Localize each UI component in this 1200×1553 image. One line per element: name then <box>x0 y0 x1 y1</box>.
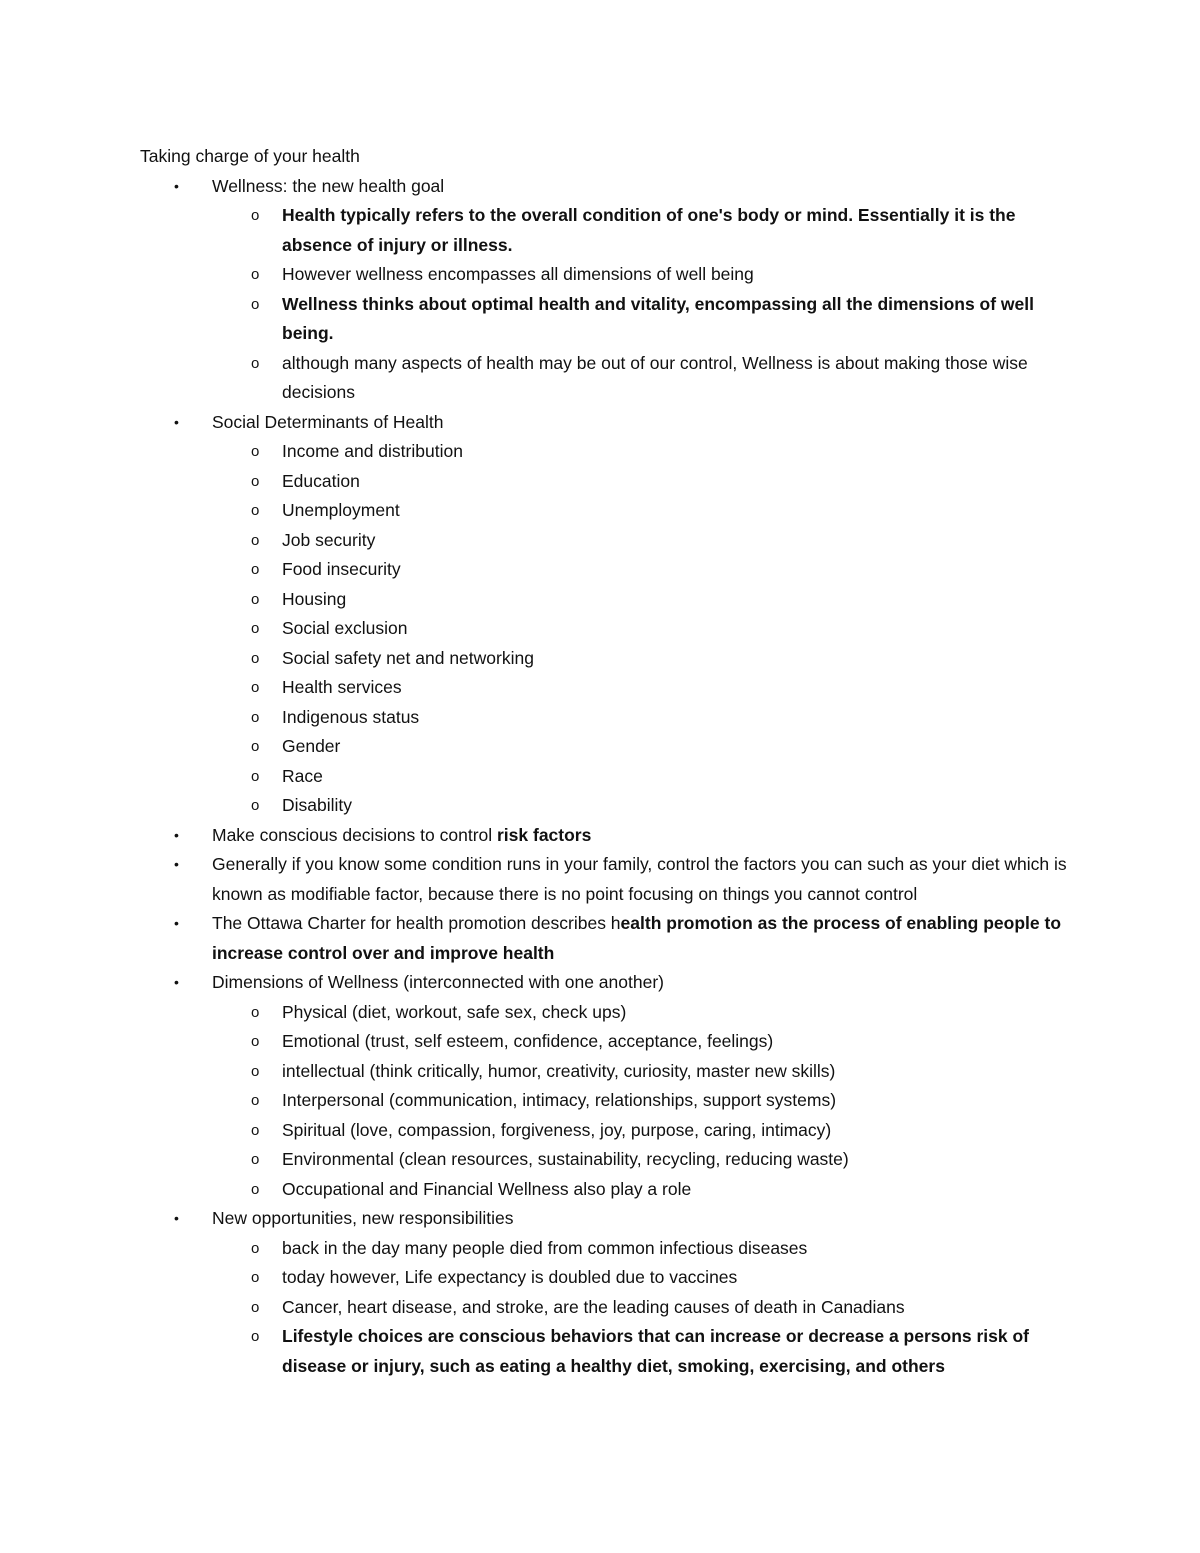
sub-bullet-icon: o <box>251 679 260 696</box>
sub-list-item <box>212 614 1080 644</box>
text-run: although many aspects of health may be out of our control, Wellness is about making those wise decisions <box>282 352 1028 402</box>
outline-item-text <box>212 412 444 432</box>
sub-bullet-icon: o <box>251 1328 260 1345</box>
outline-item-text <box>212 972 664 992</box>
bullet-icon: • <box>174 177 179 194</box>
sub-list <box>212 1234 1080 1382</box>
sub-list-item <box>212 437 1080 467</box>
sub-list-item <box>212 732 1080 762</box>
sub-list-item-text <box>282 264 754 284</box>
bullet-icon: • <box>174 974 179 990</box>
sub-list-item-text <box>282 1326 1029 1376</box>
sub-list-item-text <box>282 441 463 461</box>
sub-list-item <box>212 1293 1080 1323</box>
sub-bullet-icon: o <box>251 207 260 224</box>
sub-list-item-text <box>282 677 402 697</box>
sub-list-item-text <box>282 1149 849 1169</box>
sub-list-item-text <box>282 1031 773 1051</box>
bullet-icon: • <box>174 413 179 430</box>
sub-bullet-icon: o <box>251 561 260 578</box>
sub-list-item <box>212 791 1080 821</box>
text-run: Generally if you know some condition runs in your family, control the factors you can such as your diet which is known as modifiable factor, because there is no point focusing on things you cannot control <box>212 854 1067 904</box>
sub-list-item <box>212 1175 1080 1205</box>
sub-list <box>212 437 1080 821</box>
sub-list-item <box>212 585 1080 615</box>
sub-bullet-icon: o <box>251 266 260 283</box>
sub-bullet-icon: o <box>251 767 260 785</box>
text-run: Gender <box>282 736 341 756</box>
outline-list <box>140 172 1080 1382</box>
text-run: New opportunities, new responsibilities <box>212 1208 514 1228</box>
sub-list-item <box>212 1234 1080 1264</box>
sub-list-item <box>212 998 1080 1028</box>
sub-list-item-text <box>282 500 400 520</box>
text-run: Occupational and Financial Wellness also play a role <box>282 1178 692 1199</box>
outline-item-text <box>212 854 1067 904</box>
sub-list-item <box>212 290 1080 349</box>
sub-bullet-icon: o <box>251 354 260 372</box>
outline-item <box>140 821 1080 851</box>
sub-list <box>212 998 1080 1205</box>
text-run: Physical (diet, workout, safe sex, check ups) <box>282 1001 627 1022</box>
text-run: Environmental (clean resources, sustainability, recycling, reducing waste) <box>282 1149 849 1169</box>
outline-item-text <box>212 825 591 845</box>
sub-list-item-text <box>282 766 323 786</box>
sub-bullet-icon: o <box>251 590 260 608</box>
sub-list-item-text <box>282 1120 831 1140</box>
text-run: Health services <box>282 677 402 697</box>
text-run: Income and distribution <box>282 441 463 461</box>
outline-item <box>140 1204 1080 1381</box>
outline-item-text <box>212 1208 514 1228</box>
text-run: Wellness thinks about optimal health and vitality, encompassing all the dimensions of well being. <box>282 293 1034 343</box>
outline-item <box>140 408 1080 821</box>
text-run: Social Determinants of Health <box>212 411 444 432</box>
sub-list-item-text <box>282 1238 807 1258</box>
text-run: Race <box>282 765 323 786</box>
sub-bullet-icon: o <box>251 1298 260 1316</box>
text-run: Health typically refers to the overall condition of one's body or mind. Essentially it is the absence of injury or illness. <box>282 205 1016 255</box>
bullet-icon: • <box>174 826 179 843</box>
sub-list-item <box>212 260 1080 290</box>
sub-list-item-text <box>282 353 1028 403</box>
sub-bullet-icon: o <box>251 1033 260 1050</box>
sub-list-item <box>212 526 1080 556</box>
sub-list-item <box>212 1027 1080 1057</box>
sub-list-item-text <box>282 648 534 668</box>
text-run: Emotional (trust, self esteem, confidence, acceptance, feelings) <box>282 1031 774 1051</box>
sub-list-item <box>212 496 1080 526</box>
text-run: Social safety net and networking <box>282 647 534 668</box>
sub-list-item-text <box>282 795 352 815</box>
text-run: Make conscious decisions to control <box>212 824 497 845</box>
sub-bullet-icon: o <box>251 1121 260 1139</box>
sub-list-item-text <box>282 1002 626 1022</box>
sub-list-item-text <box>282 1267 737 1287</box>
sub-bullet-icon: o <box>251 1269 260 1286</box>
text-run: Social exclusion <box>282 618 408 638</box>
sub-list-item <box>212 1322 1080 1381</box>
sub-list-item <box>212 1086 1080 1116</box>
text-run: However wellness encompasses all dimensions of well being <box>282 264 754 284</box>
sub-list-item <box>212 673 1080 703</box>
sub-bullet-icon: o <box>251 295 260 313</box>
outline-item <box>140 909 1080 968</box>
sub-bullet-icon: o <box>251 708 260 726</box>
sub-bullet-icon: o <box>251 1239 260 1257</box>
text-run: Food insecurity <box>282 559 401 579</box>
text-run: intellectual (think critically, humor, creativity, curiosity, master new skills) <box>282 1060 836 1081</box>
outline-item-text <box>212 913 1061 963</box>
sub-list-item <box>212 555 1080 585</box>
sub-list <box>212 201 1080 408</box>
text-run: Interpersonal (communication, intimacy, relationships, support systems) <box>282 1090 837 1110</box>
sub-list-item-text <box>282 205 1015 255</box>
document-title: Taking charge of your health <box>140 146 360 166</box>
sub-list-item-text <box>282 589 346 609</box>
text-run: Education <box>282 470 360 491</box>
text-run: back in the day many people died from common infectious diseases <box>282 1237 808 1258</box>
sub-list-item-text <box>282 618 407 638</box>
sub-list-item-text <box>282 471 360 491</box>
sub-list-item-text <box>282 1061 835 1081</box>
text-run: Job security <box>282 529 376 550</box>
sub-list-item <box>212 1057 1080 1087</box>
sub-list-item <box>212 762 1080 792</box>
outline-item-text <box>212 176 444 196</box>
sub-list-item <box>212 703 1080 733</box>
text-run: Cancer, heart disease, and stroke, are the leading causes of death in Canadians <box>282 1296 905 1317</box>
text-run: Housing <box>282 588 347 609</box>
text-run: today however, Life expectancy is doubled due to vaccines <box>282 1267 738 1287</box>
sub-bullet-icon: o <box>251 443 260 460</box>
sub-list-item <box>212 349 1080 408</box>
sub-list-item <box>212 1263 1080 1293</box>
sub-list-item-text <box>282 736 340 756</box>
text-run: Wellness: the new health goal <box>212 175 445 196</box>
sub-list-item-text <box>282 1179 691 1199</box>
sub-bullet-icon: o <box>251 738 260 755</box>
sub-list-item <box>212 467 1080 497</box>
text-run: Spiritual (love, compassion, forgiveness, joy, purpose, caring, intimacy) <box>282 1119 832 1140</box>
sub-bullet-icon: o <box>251 1062 260 1080</box>
bullet-icon: • <box>174 856 179 872</box>
text-run: Disability <box>282 795 353 815</box>
sub-list-item <box>212 1116 1080 1146</box>
sub-list-item-text <box>282 559 401 579</box>
sub-list-item-text <box>282 1297 905 1317</box>
sub-list-item <box>212 644 1080 674</box>
sub-bullet-icon: o <box>251 1180 260 1198</box>
sub-bullet-icon: o <box>251 649 260 667</box>
sub-bullet-icon: o <box>251 1003 260 1021</box>
bullet-icon: • <box>174 1210 179 1226</box>
outline-item <box>140 172 1080 408</box>
sub-bullet-icon: o <box>251 472 260 490</box>
sub-list-item-text <box>282 707 419 727</box>
outline-item <box>140 968 1080 1204</box>
sub-bullet-icon: o <box>251 620 260 637</box>
sub-list-item-text <box>282 1090 836 1110</box>
text-run: The Ottawa Charter for health promotion describes h <box>212 913 621 933</box>
bullet-icon: • <box>174 915 179 931</box>
sub-bullet-icon: o <box>251 1092 260 1109</box>
sub-list-item-text <box>282 294 1034 344</box>
sub-bullet-icon: o <box>251 1151 260 1168</box>
document-body <box>140 142 1080 1381</box>
text-run: Indigenous status <box>282 706 420 727</box>
sub-list-item <box>212 1145 1080 1175</box>
text-run: ealth promotion as the process of enabling people to increase control over and improve health <box>212 913 1062 963</box>
text-run: Lifestyle choices are conscious behaviors that can increase or decrease a persons risk of disease or injury, such as eating a healthy diet, smoking, exercising, and others <box>282 1326 1029 1376</box>
sub-list-item-text <box>282 530 375 550</box>
sub-list-item <box>212 201 1080 260</box>
text-run: Unemployment <box>282 500 400 520</box>
outline-item <box>140 850 1080 909</box>
sub-bullet-icon: o <box>251 797 260 814</box>
sub-bullet-icon: o <box>251 531 260 549</box>
text-run: Dimensions of Wellness (interconnected with one another) <box>212 972 664 992</box>
sub-bullet-icon: o <box>251 502 260 519</box>
text-run: risk factors <box>497 824 592 845</box>
